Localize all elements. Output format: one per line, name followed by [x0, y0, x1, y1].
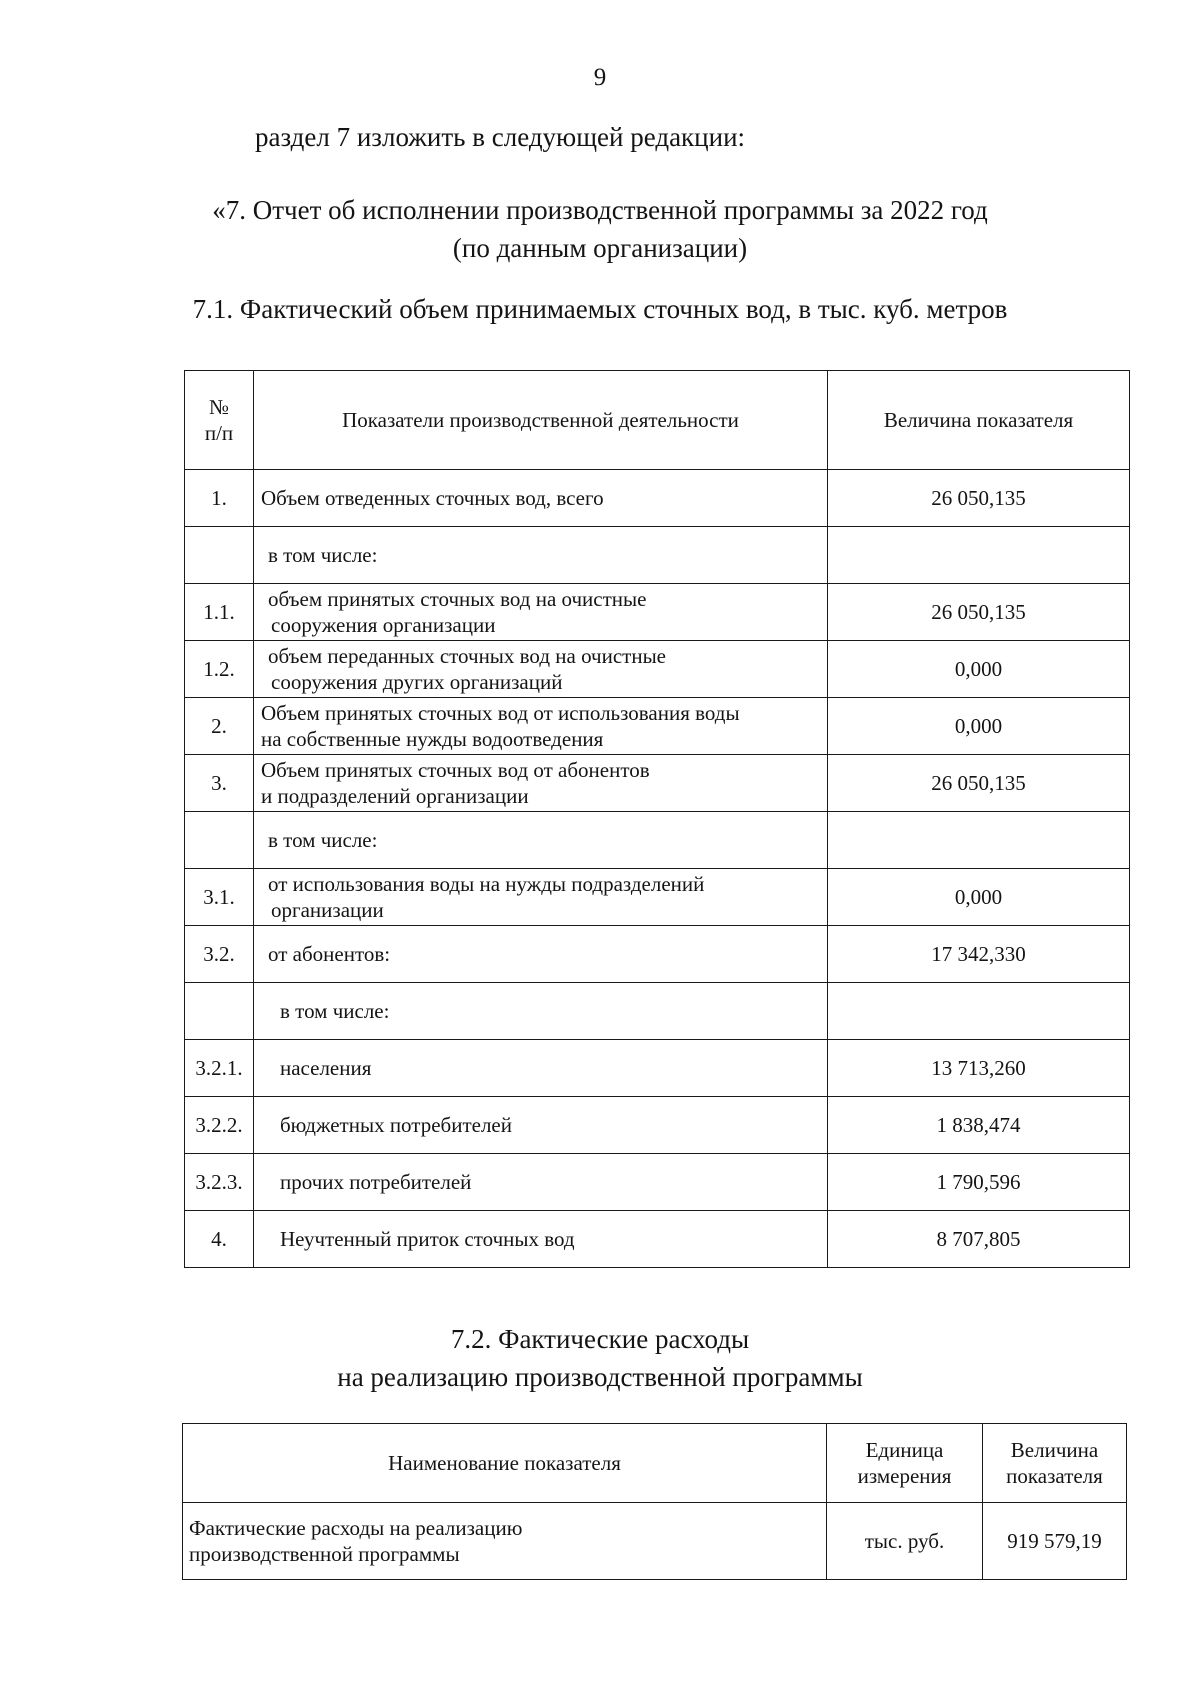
- row-value: 26 050,135: [828, 584, 1130, 641]
- header-value-line2: показателя: [1006, 1464, 1103, 1488]
- page-number: 9: [593, 64, 607, 91]
- table-row: [185, 983, 1130, 1040]
- row-indicator-line1: в том числе:: [268, 828, 378, 852]
- row-number: 1.1.: [185, 584, 254, 641]
- header-num-line2: п/п: [204, 421, 234, 445]
- table-row: [185, 1211, 1130, 1268]
- row-indicator: [254, 1211, 828, 1268]
- header-unit-line1: Единица: [865, 1438, 944, 1462]
- row-indicator-line1: бюджетных потребителей: [280, 1113, 512, 1137]
- row-indicator-line1: Объем принятых сточных вод от абонентов: [261, 758, 650, 782]
- row-number: 3.2.1.: [185, 1040, 254, 1097]
- row-indicator: [254, 869, 828, 926]
- row-indicator-line1: прочих потребителей: [280, 1170, 472, 1194]
- header-value: Величина показателя: [828, 371, 1130, 470]
- row-number: [185, 527, 254, 584]
- row-number: 2.: [185, 698, 254, 755]
- expenses-table: [182, 1423, 1127, 1580]
- row-name: [183, 1503, 827, 1580]
- table-row: [185, 698, 1130, 755]
- row-indicator: [254, 755, 828, 812]
- table-row: [185, 812, 1130, 869]
- row-indicator: [254, 812, 828, 869]
- table-row: [183, 1503, 1127, 1580]
- row-number: [185, 812, 254, 869]
- row-indicator: [254, 926, 828, 983]
- row-indicator-line1: объем переданных сточных вод на очистные: [268, 644, 666, 668]
- row-indicator: [254, 470, 828, 527]
- table-row: [185, 641, 1130, 698]
- row-indicator: [254, 698, 828, 755]
- row-value: 8 707,805: [828, 1211, 1130, 1268]
- section-7-1-title: 7.1. Фактический объем принимаемых сточных вод, в тыс. куб. метров: [192, 294, 1008, 324]
- row-value: [828, 812, 1130, 869]
- row-indicator: [254, 1097, 828, 1154]
- row-value: 1 838,474: [828, 1097, 1130, 1154]
- row-number: 1.2.: [185, 641, 254, 698]
- row-indicator-line2: и подразделений организации: [261, 784, 529, 808]
- section-7-title-line2: (по данным организации): [452, 233, 748, 263]
- row-number: 3.2.2.: [185, 1097, 254, 1154]
- row-value: [828, 527, 1130, 584]
- table-row: [185, 470, 1130, 527]
- header-unit: [827, 1424, 983, 1503]
- header-indicator: Показатели производственной деятельности: [254, 371, 828, 470]
- table-row: [185, 869, 1130, 926]
- row-indicator-line1: от использования воды на нужды подразделений: [268, 872, 705, 896]
- header-unit-line2: измерения: [857, 1464, 952, 1488]
- row-indicator: [254, 1040, 828, 1097]
- row-value: 26 050,135: [828, 755, 1130, 812]
- row-value: 0,000: [828, 698, 1130, 755]
- row-indicator: [254, 1154, 828, 1211]
- row-indicator-line2: на собственные нужды водоотведения: [261, 727, 604, 751]
- row-number: 3.2.: [185, 926, 254, 983]
- row-value: 0,000: [828, 869, 1130, 926]
- row-value: 13 713,260: [828, 1040, 1130, 1097]
- row-value: 26 050,135: [828, 470, 1130, 527]
- table-row: [185, 1154, 1130, 1211]
- row-value: [828, 983, 1130, 1040]
- section-7-title-line1: «7. Отчет об исполнении производственной программы за 2022 год: [212, 195, 988, 225]
- row-indicator-line1: населения: [280, 1056, 372, 1080]
- row-number: 3.1.: [185, 869, 254, 926]
- row-name-line1: Фактические расходы на реализацию: [189, 1516, 523, 1540]
- row-name-line2: производственной программы: [189, 1542, 460, 1566]
- header-value: [983, 1424, 1127, 1503]
- header-num-line1: №: [208, 395, 230, 419]
- row-value: 0,000: [828, 641, 1130, 698]
- row-number: 4.: [185, 1211, 254, 1268]
- section-7-2-title: [0, 1320, 1200, 1396]
- row-indicator-line2: сооружения других организаций: [271, 670, 563, 694]
- table-row: [185, 584, 1130, 641]
- header-value-line1: Величина: [1010, 1438, 1099, 1462]
- table-row: [185, 527, 1130, 584]
- section-7-title: [0, 191, 1200, 267]
- row-value: 1 790,596: [828, 1154, 1130, 1211]
- row-indicator: [254, 983, 828, 1040]
- row-indicator-line1: в том числе:: [280, 999, 390, 1023]
- wastewater-volume-table: [184, 370, 1130, 1268]
- row-indicator-line1: Объем отведенных сточных вод, всего: [261, 486, 604, 510]
- row-number: 3.: [185, 755, 254, 812]
- row-number: 1.: [185, 470, 254, 527]
- row-value: 919 579,19: [983, 1503, 1127, 1580]
- table-row: [185, 1097, 1130, 1154]
- section-7-2-title-line1: 7.2. Фактические расходы: [450, 1324, 750, 1354]
- table-row: [185, 755, 1130, 812]
- row-indicator-line2: организации: [271, 898, 384, 922]
- header-name: Наименование показателя: [183, 1424, 827, 1503]
- row-indicator-line2: сооружения организации: [271, 613, 496, 637]
- table-row: [185, 926, 1130, 983]
- row-indicator-line1: в том числе:: [268, 543, 378, 567]
- row-unit: тыс. руб.: [827, 1503, 983, 1580]
- section-7-2-title-line2: на реализацию производственной программы: [337, 1362, 863, 1392]
- header-num: [185, 371, 254, 470]
- row-indicator: [254, 527, 828, 584]
- row-value: 17 342,330: [828, 926, 1130, 983]
- row-number: [185, 983, 254, 1040]
- table-header-row: [183, 1424, 1127, 1503]
- table-header-row: [185, 371, 1130, 470]
- row-indicator-line1: Объем принятых сточных вод от использования воды: [261, 701, 740, 725]
- row-number: 3.2.3.: [185, 1154, 254, 1211]
- intro-text: раздел 7 изложить в следующей редакции:: [255, 122, 746, 152]
- table-row: [185, 1040, 1130, 1097]
- row-indicator-line1: объем принятых сточных вод на очистные: [268, 587, 647, 611]
- row-indicator-line1: от абонентов:: [268, 942, 391, 966]
- row-indicator: [254, 584, 828, 641]
- row-indicator: [254, 641, 828, 698]
- row-indicator-line1: Неучтенный приток сточных вод: [280, 1227, 575, 1251]
